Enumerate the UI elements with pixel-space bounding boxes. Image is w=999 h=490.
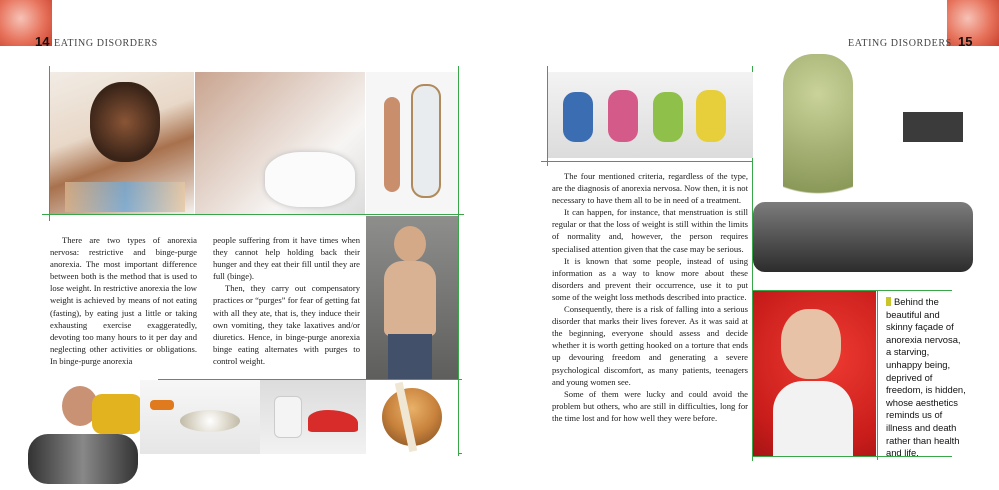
photo-pills: [140, 380, 260, 454]
photo-skeleton-treadmill: [753, 52, 978, 287]
sidebar-text: Behind the beautiful and skinny façade of anorexia nervosa, a starving, unhappy being, deprived of freedom, is hidden, whose aesthetics reminds us of illness and death rather than health and life.: [886, 296, 966, 459]
paragraph: It can happen, for instance, that menstruation is still regular or that the loss of weight is still within the limits of normality and, however, the person requires specialised attention given that the case may be serious.: [552, 207, 748, 254]
photo-mirror-figures: [366, 72, 458, 214]
photo-burger-tape: [366, 380, 458, 454]
paragraph: Then, they carry out compensatory practices or “purges” for fear of getting fat with all they ate, that is, they induce their own vomiting, they take laxatives and/or diuretics. Hence, in binge-purge anorexia binge eating alternates with purges to control weight.: [213, 283, 360, 366]
photo-woman-stressed: [753, 291, 876, 456]
paragraph: people suffering from it have times when they cannot help holding back their hunger and they eat their fill until they are full (binge).: [213, 235, 360, 282]
text-column-right: [552, 170, 748, 424]
rule-left-h1: [42, 214, 464, 215]
paragraph: There are two types of anorexia nervosa: restrictive and binge-purge anorexia. The most important difference between both is the method that is used to lose weight. In restrictive anorexia the low weight is achieved by means of not eating (fasting), by eating just a little or taking exhausting exercise exaggeratedly, devoting too many hours to it per day and neglecting other activities or obligations. In binge-purge anorexia: [50, 235, 197, 366]
rule-right-v3: [877, 290, 878, 460]
paragraph: Consequently, there is a risk of falling into a serious disorder that marks their lives forever. As it was said at the beginning, everyone should assess and decide whether it is worth getting hooked on a torture that ends up devouring freedom and generating a severe psychological discomfort, as many patients, teenagers and young women see.: [552, 304, 748, 387]
rule-left-v2: [458, 66, 459, 456]
text-column-left-2: [213, 234, 360, 367]
paragraph: Some of them were lucky and could avoid the problem but others, who are still in difficulties, long for the time lost and for how well they were before.: [552, 388, 748, 423]
photo-man-exercise-bike: [22, 374, 158, 490]
photo-girls-studying: [548, 72, 753, 158]
sidebar-callout: [886, 296, 966, 460]
paragraph: It is known that some people, instead of using information as a way to know more about these disorders and prevent their occurrence, use it to put some of the weight loss methods described into practice.: [552, 255, 748, 302]
page-number-right: 15: [958, 34, 973, 49]
running-head-right: EATING DISORDERS: [848, 38, 952, 49]
text-column-left-1: [50, 234, 197, 367]
running-head-left: EATING DISORDERS: [54, 38, 158, 49]
callout-bar-icon: [886, 297, 891, 306]
photo-gloved-hand: [195, 72, 365, 214]
photo-woman-eating: [50, 72, 194, 214]
paragraph: The four mentioned criteria, regardless of the type, are the diagnosis of anorexia nervosa. Now then, it is not necessary to have them all to be in need of a treatment.: [552, 171, 748, 206]
rule-right-h1: [541, 161, 761, 162]
photo-scale-red-shoes: [260, 380, 366, 454]
page-corner-decoration-right: [947, 0, 999, 46]
photo-shirtless-man: [366, 216, 458, 379]
page-number-left: 14: [35, 34, 50, 49]
